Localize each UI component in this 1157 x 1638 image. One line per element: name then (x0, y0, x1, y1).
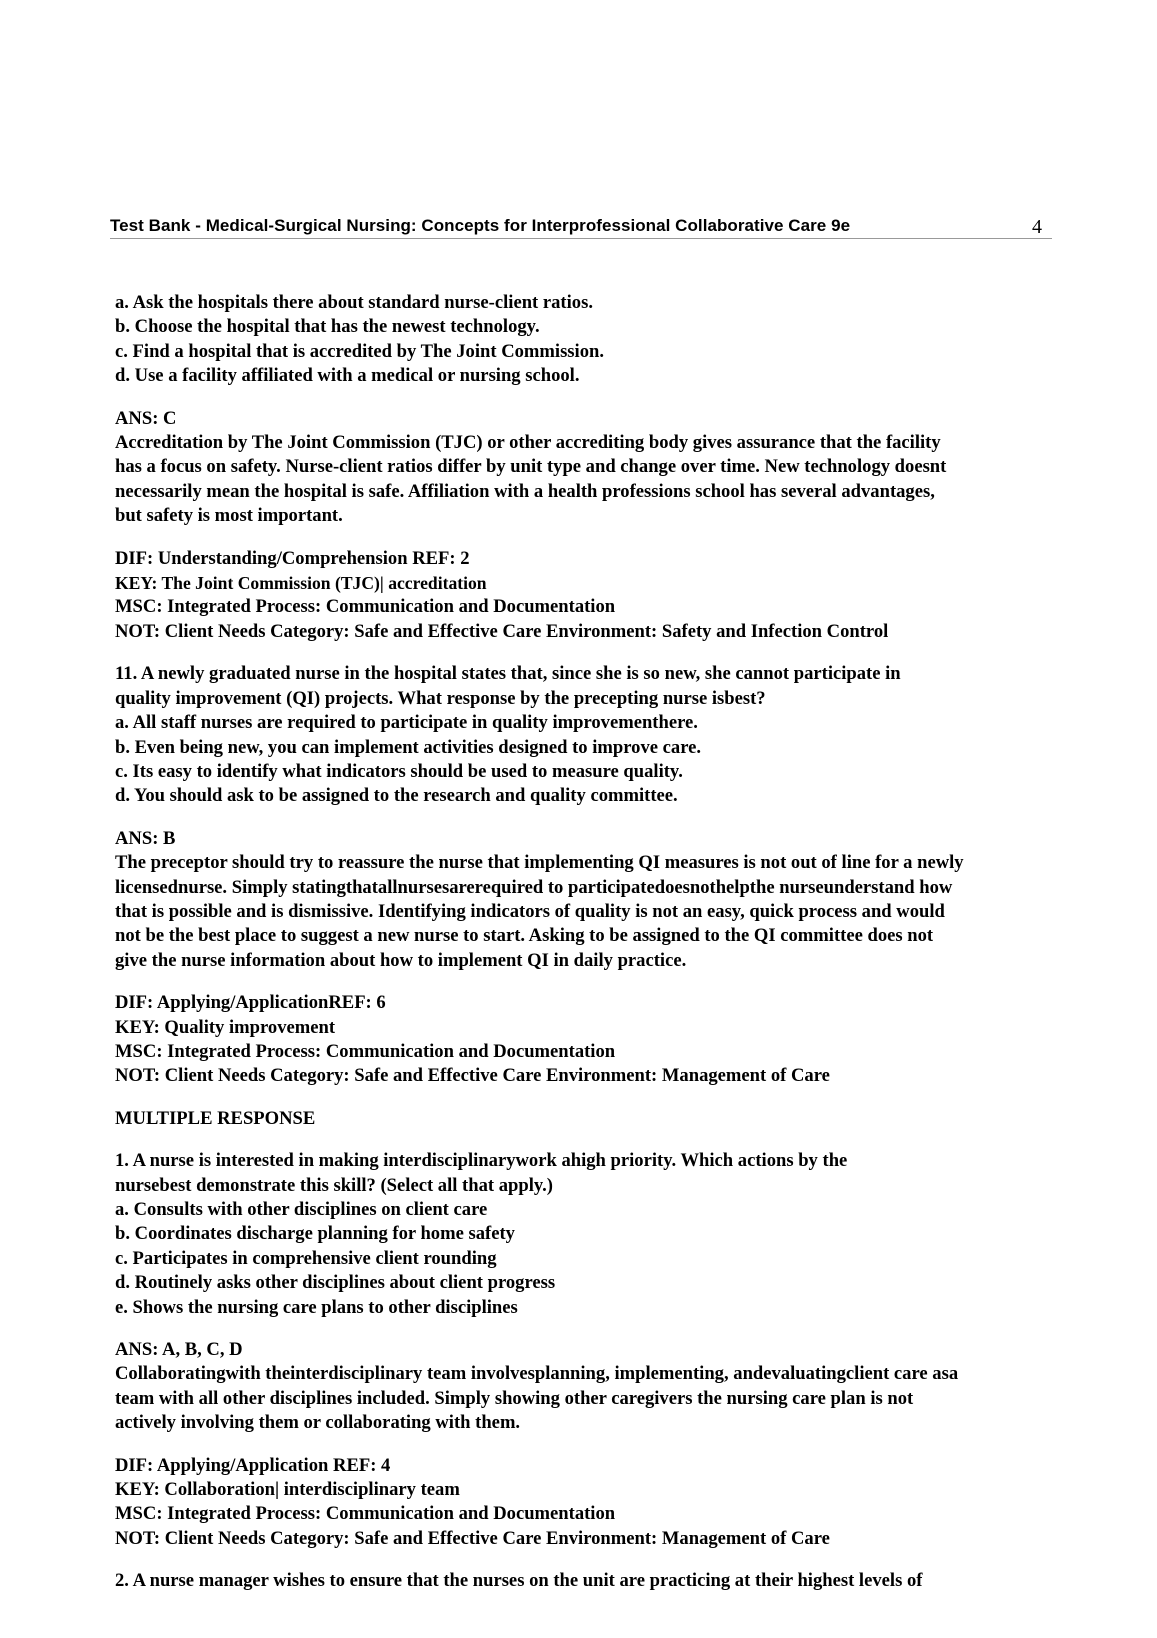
dif-line: DIF: Applying/ApplicationREF: 6 (115, 992, 386, 1014)
question-block (115, 1569, 1050, 1593)
rationale-line: Accreditation by The Joint Commission (TJC) or other accrediting body gives assurance that the facility (115, 432, 941, 454)
option-b: b. Coordinates discharge planning for home safety (115, 1223, 515, 1245)
question-stem: 1. A nurse is interested in making interdisciplinarywork ahigh priority. Which actions by the (115, 1150, 848, 1172)
rationale-line: team with all other disciplines included. Simply showing other caregivers the nursing care plan is not (115, 1387, 914, 1409)
rationale-line: Collaboratingwith theinterdisciplinary team involvesplanning, implementing, andevaluatingclient care asa (115, 1363, 959, 1385)
rationale-line: licensednurse. Simply statingthatallnursesarerequired to participatedoesnothelpthe nurseunderstand how (115, 876, 953, 898)
rationale-line: necessarily mean the hospital is safe. Affiliation with a health professions school has several advantages, (115, 480, 935, 502)
answer-block (115, 1338, 1050, 1436)
rationale-line: not be the best place to suggest a new nurse to start. Asking to be assigned to the QI committee does not (115, 925, 934, 947)
dif-line: DIF: Understanding/Comprehension REF: 2 (115, 547, 470, 569)
msc-line: MSC: Integrated Process: Communication and Documentation (115, 596, 616, 618)
question-block (115, 662, 1050, 808)
document-body (115, 291, 1050, 1594)
question-stem: quality improvement (QI) projects. What response by the precepting nurse isbest? (115, 687, 766, 709)
option-b: b. Choose the hospital that has the newest technology. (115, 316, 540, 338)
answer-label: ANS: A, B, C, D (115, 1339, 243, 1361)
page-number: 4 (1032, 216, 1042, 238)
key-line: KEY: Quality improvement (115, 1016, 336, 1038)
rationale-line: give the nurse information about how to implement QI in daily practice. (115, 949, 687, 971)
not-line: NOT: Client Needs Category: Safe and Effective Care Environment: Management of Care (115, 1527, 830, 1549)
option-d: d. You should ask to be assigned to the research and quality committee. (115, 785, 678, 807)
option-d: d. Use a facility affiliated with a medical or nursing school. (115, 365, 580, 387)
key-line: KEY: Collaboration| interdisciplinary team (115, 1479, 460, 1501)
msc-line: MSC: Integrated Process: Communication and Documentation (115, 1040, 616, 1062)
metadata-block (115, 547, 1050, 645)
answer-label: ANS: C (115, 407, 177, 429)
msc-line: MSC: Integrated Process: Communication and Documentation (115, 1503, 616, 1525)
option-b: b. Even being new, you can implement activities designed to improve care. (115, 736, 702, 758)
page-header (110, 214, 1052, 239)
rationale-line: actively involving them or collaborating with them. (115, 1412, 521, 1434)
answer-block (115, 407, 1050, 529)
option-e: e. Shows the nursing care plans to other disciplines (115, 1296, 518, 1318)
rationale-line: that is possible and is dismissive. Identifying indicators of quality is not an easy, quick process and would (115, 900, 945, 922)
header-title: Test Bank - Medical-Surgical Nursing: Concepts for Interprofessional Collaborative Care 9e (110, 216, 851, 235)
not-line: NOT: Client Needs Category: Safe and Effective Care Environment: Safety and Infection Control (115, 620, 889, 642)
option-a: a. All staff nurses are required to participate in quality improvementhere. (115, 712, 698, 734)
question-options (115, 291, 1050, 389)
rationale-line: but safety is most important. (115, 505, 343, 527)
key-line: KEY: The Joint Commission (TJC)| accreditation (115, 573, 487, 594)
question-block (115, 1149, 1050, 1320)
question-stem: 11. A newly graduated nurse in the hospital states that, since she is so new, she cannot participate in (115, 663, 901, 685)
option-d: d. Routinely asks other disciplines about client progress (115, 1272, 556, 1294)
question-stem: 2. A nurse manager wishes to ensure that the nurses on the unit are practicing at their highest levels of (115, 1570, 923, 1592)
rationale-line: The preceptor should try to reassure the nurse that implementing QI measures is not out of line for a newly (115, 852, 964, 874)
metadata-block (115, 1454, 1050, 1552)
section-heading: MULTIPLE RESPONSE (115, 1107, 316, 1129)
option-c: c. Its easy to identify what indicators should be used to measure quality. (115, 760, 683, 782)
answer-block (115, 827, 1050, 973)
option-c: c. Find a hospital that is accredited by The Joint Commission. (115, 340, 604, 362)
metadata-block (115, 991, 1050, 1089)
option-c: c. Participates in comprehensive client rounding (115, 1247, 497, 1269)
rationale-line: has a focus on safety. Nurse-client ratios differ by unit type and change over time. New technology doesnt (115, 456, 947, 478)
option-a: a. Ask the hospitals there about standard nurse-client ratios. (115, 292, 593, 313)
option-a: a. Consults with other disciplines on client care (115, 1199, 488, 1220)
answer-label: ANS: B (115, 827, 176, 849)
question-stem: nursebest demonstrate this skill? (Select all that apply.) (115, 1174, 553, 1196)
dif-line: DIF: Applying/Application REF: 4 (115, 1454, 391, 1476)
not-line: NOT: Client Needs Category: Safe and Effective Care Environment: Management of Care (115, 1065, 830, 1087)
